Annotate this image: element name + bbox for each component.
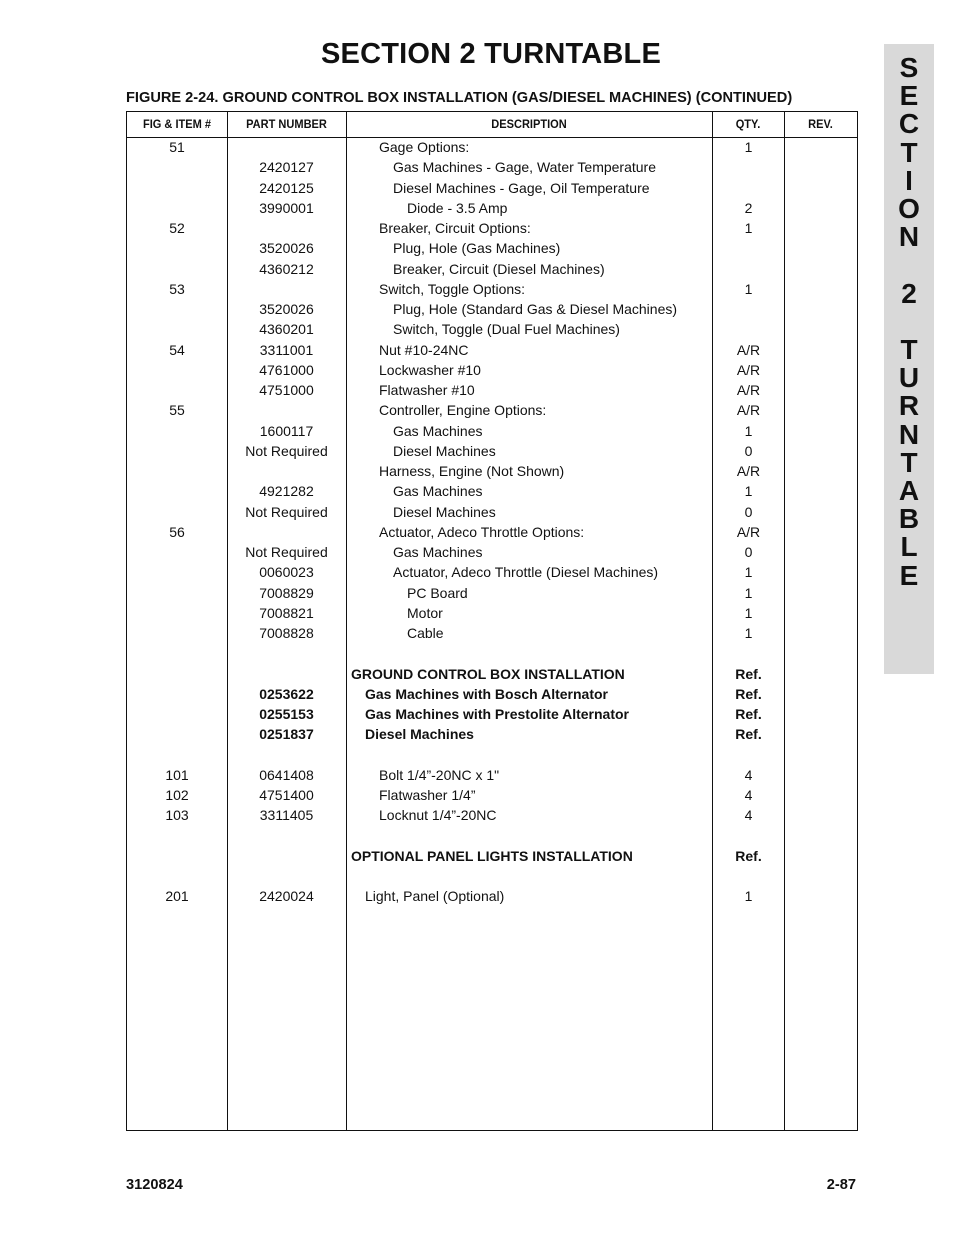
table-row	[127, 178, 857, 198]
qty-cell: 1	[744, 625, 753, 641]
part-number-cell: 3311405	[259, 807, 314, 824]
table-row	[127, 380, 857, 400]
side-tab-letter: T	[900, 334, 918, 365]
table-row	[127, 421, 857, 441]
fig-item-cell: 55	[169, 402, 185, 419]
description-cell: Actuator, Adeco Throttle (Diesel Machines)	[393, 564, 659, 581]
table-row	[127, 886, 857, 906]
table-row	[127, 562, 857, 582]
description-cell: Gas Machines with Bosch Alternator	[365, 685, 608, 702]
table-row	[127, 218, 857, 238]
qty-cell: A/R	[736, 523, 761, 540]
table-row	[127, 137, 857, 157]
table-row	[127, 157, 857, 177]
side-tab-letter: T	[900, 136, 918, 168]
qty-cell: A/R	[736, 463, 761, 479]
description-cell: Switch, Toggle (Dual Fuel Machines)	[393, 321, 620, 338]
side-tab-letter: T	[900, 446, 918, 478]
table-row	[127, 238, 857, 258]
description-cell: Diode - 3.5 Amp	[407, 199, 508, 216]
table-row	[127, 360, 857, 380]
fig-item-cell: 56	[169, 523, 185, 540]
table-row	[127, 502, 857, 522]
table-row	[127, 340, 857, 360]
description-cell: Bolt 1/4”-20NC x 1"	[379, 766, 500, 783]
part-number-cell: 0060023	[259, 564, 314, 581]
fig-item-cell: 53	[169, 280, 185, 297]
side-tab-letter: N	[898, 221, 920, 253]
part-number-cell: 0251837	[259, 726, 314, 743]
side-tab-letter: E	[899, 80, 919, 112]
qty-cell: Ref.	[735, 665, 762, 682]
side-tab-letter: O	[898, 193, 920, 224]
part-number-cell: Not Required	[245, 442, 328, 459]
description-cell: Light, Panel (Optional)	[365, 888, 505, 905]
description-cell: Diesel Machines	[393, 442, 496, 459]
table-row	[127, 319, 857, 339]
table-row	[127, 684, 857, 704]
qty-cell: A/R	[736, 361, 761, 378]
qty-cell: 1	[744, 220, 753, 236]
qty-cell: 4	[744, 807, 753, 824]
table-row	[127, 279, 857, 299]
part-number-cell: 3311001	[259, 341, 314, 358]
part-number-cell: 0255153	[259, 706, 314, 722]
description-cell: Gas Machines with Prestolite Alternator	[365, 706, 629, 722]
side-tab-letter: A	[898, 475, 920, 506]
qty-cell: A/R	[736, 341, 761, 358]
part-number-cell: 4360212	[259, 260, 314, 277]
section-side-tab	[884, 44, 934, 674]
page-number: 2-87	[826, 1177, 856, 1193]
side-tab-letter: U	[898, 362, 920, 394]
part-number-cell: 4751000	[259, 382, 314, 398]
description-cell: Actuator, Adeco Throttle Options:	[379, 523, 585, 540]
table-row	[127, 664, 857, 684]
column-header-part-number: PART NUMBER	[246, 117, 327, 131]
description-cell: Diesel Machines - Gage, Oil Temperature	[393, 179, 650, 196]
description-cell: Gas Machines	[393, 483, 483, 500]
side-tab-letter: L	[900, 531, 918, 563]
fig-item-cell: 54	[169, 341, 185, 358]
qty-cell: Ref.	[735, 726, 762, 743]
table-row	[127, 846, 857, 866]
description-cell: GROUND CONTROL BOX INSTALLATION	[351, 665, 625, 682]
document-number: 3120824	[126, 1177, 183, 1193]
side-tab-letter: E	[899, 559, 919, 591]
fig-item-cell: 52	[169, 220, 185, 236]
part-number-cell: 3520026	[259, 240, 314, 257]
part-number-cell: 0253622	[259, 685, 314, 702]
part-number-cell: 4360201	[259, 321, 314, 338]
table-row	[127, 522, 857, 542]
table-row	[127, 542, 857, 562]
fig-item-cell: 51	[169, 139, 185, 155]
description-cell: Breaker, Circuit (Diesel Machines)	[393, 260, 605, 277]
part-number-cell: 3990001	[259, 199, 314, 216]
table-row	[127, 805, 857, 825]
part-number-cell: 2420024	[259, 888, 314, 905]
description-cell: Plug, Hole (Gas Machines)	[393, 240, 561, 257]
section-title: SECTION 2 TURNTABLE	[321, 38, 661, 70]
qty-cell: A/R	[736, 402, 761, 419]
qty-cell: 1	[744, 888, 753, 905]
description-cell: Gas Machines	[393, 422, 483, 439]
qty-cell: Ref.	[735, 685, 762, 702]
side-tab-letter: 2	[901, 277, 917, 309]
description-cell: Gas Machines - Gage, Water Temperature	[393, 159, 656, 176]
qty-cell: 1	[744, 280, 753, 297]
description-cell: Switch, Toggle Options:	[379, 280, 526, 297]
table-row	[127, 583, 857, 603]
table-row	[127, 259, 857, 279]
part-number-cell: 7008829	[259, 584, 314, 601]
qty-cell: 1	[744, 422, 753, 439]
table-row	[127, 785, 857, 805]
side-tab-letter: R	[898, 390, 920, 422]
description-cell: OPTIONAL PANEL LIGHTS INSTALLATION	[351, 847, 633, 864]
description-cell: Controller, Engine Options:	[379, 402, 547, 419]
table-row	[127, 198, 857, 218]
fig-item-cell: 101	[165, 766, 189, 783]
column-header-fig-item: FIG & ITEM #	[142, 117, 212, 131]
qty-cell: 4	[744, 766, 753, 783]
description-cell: Locknut 1/4”-20NC	[379, 807, 497, 824]
table-row	[127, 704, 857, 724]
table-row	[127, 441, 857, 461]
qty-cell: 1	[744, 564, 753, 581]
column-header-rev: REV.	[808, 117, 833, 131]
qty-cell: 1	[744, 483, 753, 500]
part-number-cell: 4761000	[259, 361, 314, 378]
part-number-cell: 7008821	[259, 604, 314, 621]
table-row	[127, 299, 857, 319]
figure-title: FIGURE 2-24. GROUND CONTROL BOX INSTALLATION (GAS/DIESEL MACHINES) (CONTINUED)	[126, 90, 793, 106]
side-tab-letter: N	[898, 418, 920, 450]
qty-cell: 1	[744, 584, 753, 601]
qty-cell: A/R	[736, 382, 761, 398]
qty-cell: 0	[744, 544, 753, 560]
part-number-cell: 1600117	[259, 422, 314, 439]
description-cell: Lockwasher #10	[379, 361, 481, 378]
part-number-cell: Not Required	[245, 544, 328, 560]
part-number-cell: 2420127	[259, 159, 314, 176]
description-cell: Breaker, Circuit Options:	[379, 220, 531, 236]
fig-item-cell: 103	[165, 807, 189, 824]
part-number-cell: 2420125	[259, 179, 314, 196]
side-tab-letter: I	[905, 164, 913, 196]
description-cell: Diesel Machines	[365, 726, 474, 743]
description-cell: Plug, Hole (Standard Gas & Diesel Machines)	[393, 301, 678, 317]
description-cell: Harness, Engine (Not Shown)	[379, 463, 565, 479]
part-number-cell: Not Required	[245, 503, 328, 520]
description-cell: Gage Options:	[379, 139, 470, 155]
description-cell: PC Board	[407, 584, 468, 601]
part-number-cell: 4751400	[259, 787, 314, 803]
qty-cell: 0	[744, 442, 753, 459]
description-cell: Flatwasher #10	[379, 382, 475, 398]
side-tab-letter: S	[899, 52, 919, 83]
part-number-cell: 7008828	[259, 625, 314, 641]
qty-cell: Ref.	[735, 847, 762, 864]
part-number-cell: 0641408	[259, 766, 314, 783]
qty-cell: Ref.	[735, 706, 762, 722]
fig-item-cell: 102	[165, 787, 189, 803]
qty-cell: 0	[744, 503, 753, 520]
table-row	[127, 765, 857, 785]
table-row	[127, 461, 857, 481]
parts-table	[126, 111, 858, 1131]
description-cell: Motor	[407, 604, 443, 621]
qty-cell: 1	[744, 604, 753, 621]
description-cell: Cable	[407, 625, 444, 641]
qty-cell: 4	[744, 787, 753, 803]
description-cell: Flatwasher 1/4”	[379, 787, 476, 803]
table-row	[127, 481, 857, 501]
qty-cell: 2	[744, 199, 753, 216]
side-tab-letter: B	[898, 503, 920, 535]
table-row	[127, 724, 857, 744]
table-row	[127, 623, 857, 643]
fig-item-cell: 201	[165, 888, 189, 905]
description-cell: Diesel Machines	[393, 503, 496, 520]
description-cell: Gas Machines	[393, 544, 483, 560]
side-tab-letter: C	[898, 108, 920, 140]
description-cell: Nut #10-24NC	[379, 341, 469, 358]
table-row	[127, 603, 857, 623]
column-header-qty: QTY.	[735, 117, 761, 131]
part-number-cell: 4921282	[259, 483, 314, 500]
part-number-cell: 3520026	[259, 301, 314, 317]
table-row	[127, 400, 857, 420]
column-header-description: DESCRIPTION	[491, 117, 567, 131]
qty-cell: 1	[744, 139, 753, 155]
